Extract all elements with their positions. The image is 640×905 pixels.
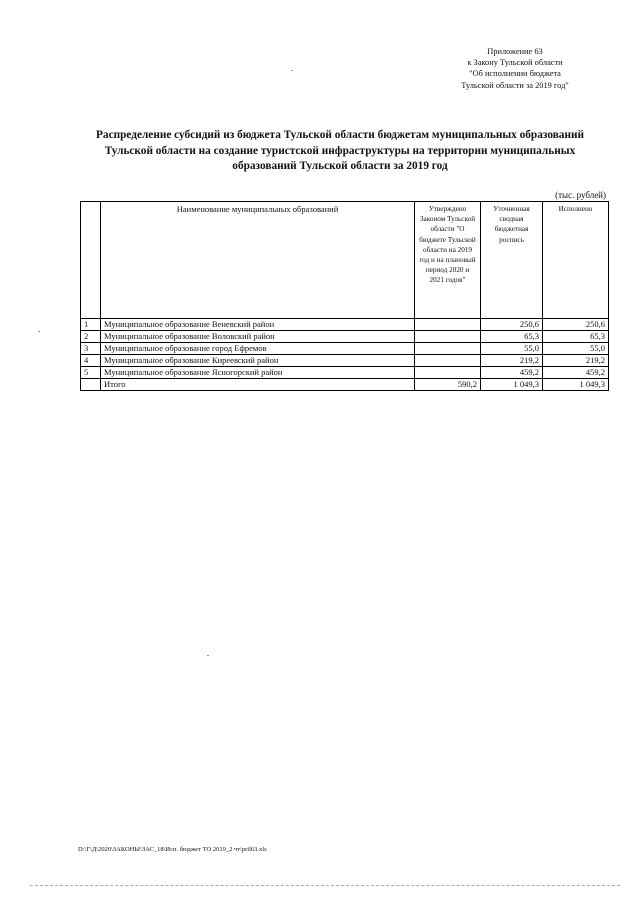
row-name: Муниципальное образование Воловский район [101,331,415,343]
file-path-footer: D:\Г\Д\2020\ЗАКОНЫ\ЗАС_18\Исп. бюджет ТО 2019_2 чт\pril63.xls [78,846,267,853]
appendix-line-1: Приложение 63 [487,47,543,56]
row-approved [415,343,481,355]
table-row [81,319,609,331]
total-executed: 1 049,3 [543,379,609,391]
title-line-2: Тульской области на создание туристской инфраструктуры на территории муниципальных [104,144,576,157]
table-row [81,355,609,367]
row-index: 3 [81,343,101,355]
total-label: Итого [101,379,415,391]
title-line-3: образований Тульской области за 2019 год [232,160,448,172]
row-approved [415,355,481,367]
header-name: Наименование муниципальных образований [101,202,415,319]
row-approved [415,367,481,379]
table-row [81,367,609,379]
units-label: (тыс. рублей) [555,190,606,200]
row-executed: 219,2 [543,355,609,367]
table-row [81,331,609,343]
header-approved: Утверждено Законом Тульской области "О бюджете Тульской области на 2019 год и на плановый период 2020 и 2021 годов" [415,202,481,319]
header-executed: Исполнено [543,202,609,319]
row-approved [415,331,481,343]
row-revised: 219,2 [481,355,543,367]
table-header-row [81,202,609,319]
total-approved: 590,2 [415,379,481,391]
scan-edge-divider [30,885,620,886]
row-approved [415,319,481,331]
scan-speck [207,655,209,656]
subsidy-table [80,201,609,391]
row-executed: 65,3 [543,331,609,343]
total-index [81,379,101,391]
header-index [81,202,101,319]
row-executed: 250,6 [543,319,609,331]
scan-speck [38,331,40,332]
row-executed: 55,0 [543,343,609,355]
total-revised: 1 049,3 [481,379,543,391]
header-revised: Уточненная сводная бюджетная роспись [481,202,543,319]
appendix-note [440,46,590,91]
appendix-line-4: Тульской области за 2019 год" [461,80,569,90]
row-index: 4 [81,355,101,367]
row-index: 1 [81,319,101,331]
row-index: 5 [81,367,101,379]
total-row [81,379,609,391]
appendix-line-3: "Об исполнении бюджета [469,69,561,79]
row-revised: 250,6 [481,319,543,331]
row-name: Муниципальное образование Веневский район [101,319,415,331]
row-executed: 459,2 [543,367,609,379]
table-row [81,343,609,355]
row-name: Муниципальное образование Киреевский район [101,355,415,367]
title-line-1: Распределение субсидий из бюджета Тульской области бюджетам муниципальных образований [96,129,584,141]
row-revised: 459,2 [481,367,543,379]
row-name: Муниципальное образование Ясногорский район [101,367,415,379]
appendix-line-2: к Закону Тульской области [467,58,563,68]
scan-speck [291,70,293,71]
row-revised: 55,0 [481,343,543,355]
row-revised: 65,3 [481,331,543,343]
row-name: Муниципальное образование город Ефремов [101,343,415,355]
document-title [70,128,610,175]
row-index: 2 [81,331,101,343]
